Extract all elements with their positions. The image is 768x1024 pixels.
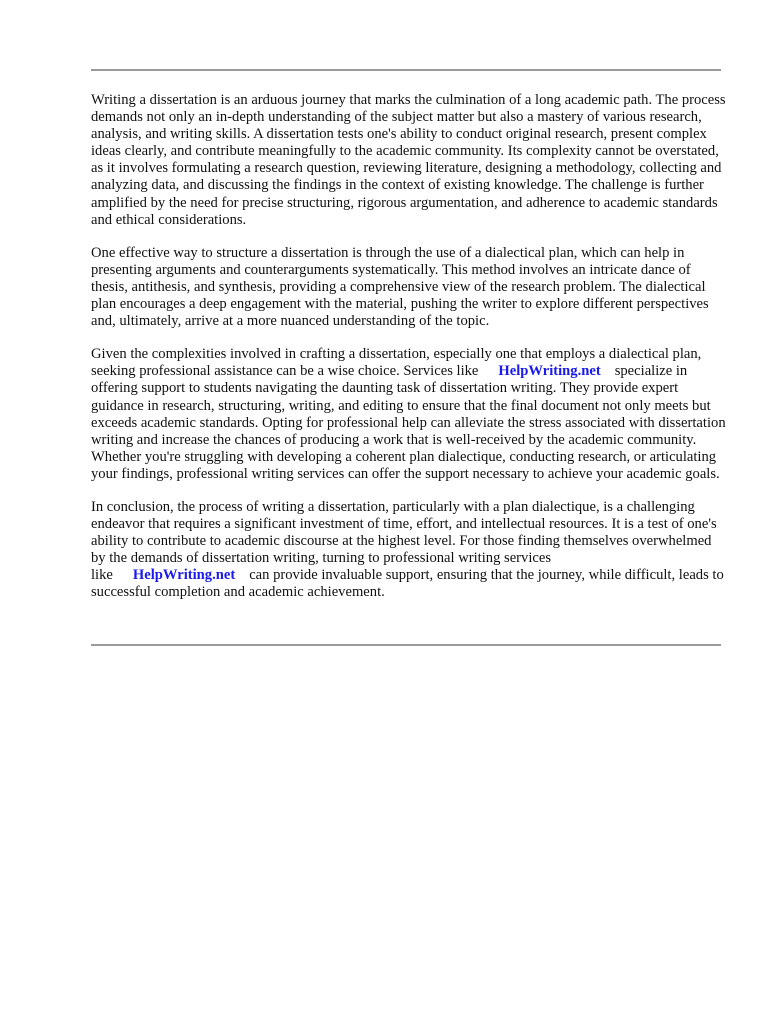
helpwriting-link[interactable]: HelpWriting.net	[498, 363, 601, 380]
paragraph-text: In conclusion, the process of writing a dissertation, particularly with a plan dialectique, is a challenging endeavor that requires a significant investment of time, effort, and intellectual resources. It is a test of one's ability to contribute to academic discourse at the highest level. For those finding themselves overwhelmed by the demands of dissertation writing, turning to professional writing services like	[91, 498, 717, 584]
top-divider	[91, 69, 721, 71]
paragraph-intro: Writing a dissertation is an arduous journey that marks the culmination of a long academic path. The process demands not only an in-depth understanding of the subject matter but also a mastery of various research, analysis, and writing skills. A dissertation tests one's ability to conduct original research, present complex ideas clearly, and contribute meaningfully to the academic community. Its complexity cannot be overstated, as it involves formulating a research question, reviewing literature, designing a methodology, collecting and analyzing data, and discussing the findings in the context of existing knowledge. The challenge is further amplified by the need for precise structuring, rigorous argumentation, and adherence to academic standards and ethical considerations.	[91, 92, 726, 228]
paragraph-text: can provide invaluable support, ensuring that the journey, while difficult, leads to successful completion and academic achievement.	[91, 567, 724, 601]
document-body	[91, 92, 727, 618]
paragraph-text: specialize in offering support to students navigating the daunting task of dissertation writing. They provide expert guidance in research, structuring, writing, and editing to ensure that the final document not only meets but exceeds academic standards. Opting for professional help can alleviate the stress associated with dissertation writing and increase the chances of producing a work that is well-received by the academic community. Whether you're struggling with developing a coherent plan dialectique, conducting research, or articulating your findings, professional writing services can offer the support necessary to achieve your academic goals.	[91, 363, 726, 482]
paragraph-dialectical-plan: One effective way to structure a dissertation is through the use of a dialectical plan, which can help in presenting arguments and counterarguments systematically. This method involves an intricate dance of thesis, antithesis, and synthesis, providing a comprehensive view of the research problem. The dialectical plan encourages a deep engagement with the material, pushing the writer to explore different perspectives and, ultimately, arrive at a more nuanced understanding of the topic.	[91, 244, 709, 330]
paragraph-text: Given the complexities involved in crafting a dissertation, especially one that employs a dialectical plan, seeking professional assistance can be a wise choice. Services like	[91, 346, 702, 380]
helpwriting-link[interactable]: HelpWriting.net	[132, 567, 236, 584]
paragraph-professional-help	[91, 346, 727, 483]
paragraph-conclusion	[91, 499, 727, 602]
bottom-divider	[91, 644, 721, 646]
